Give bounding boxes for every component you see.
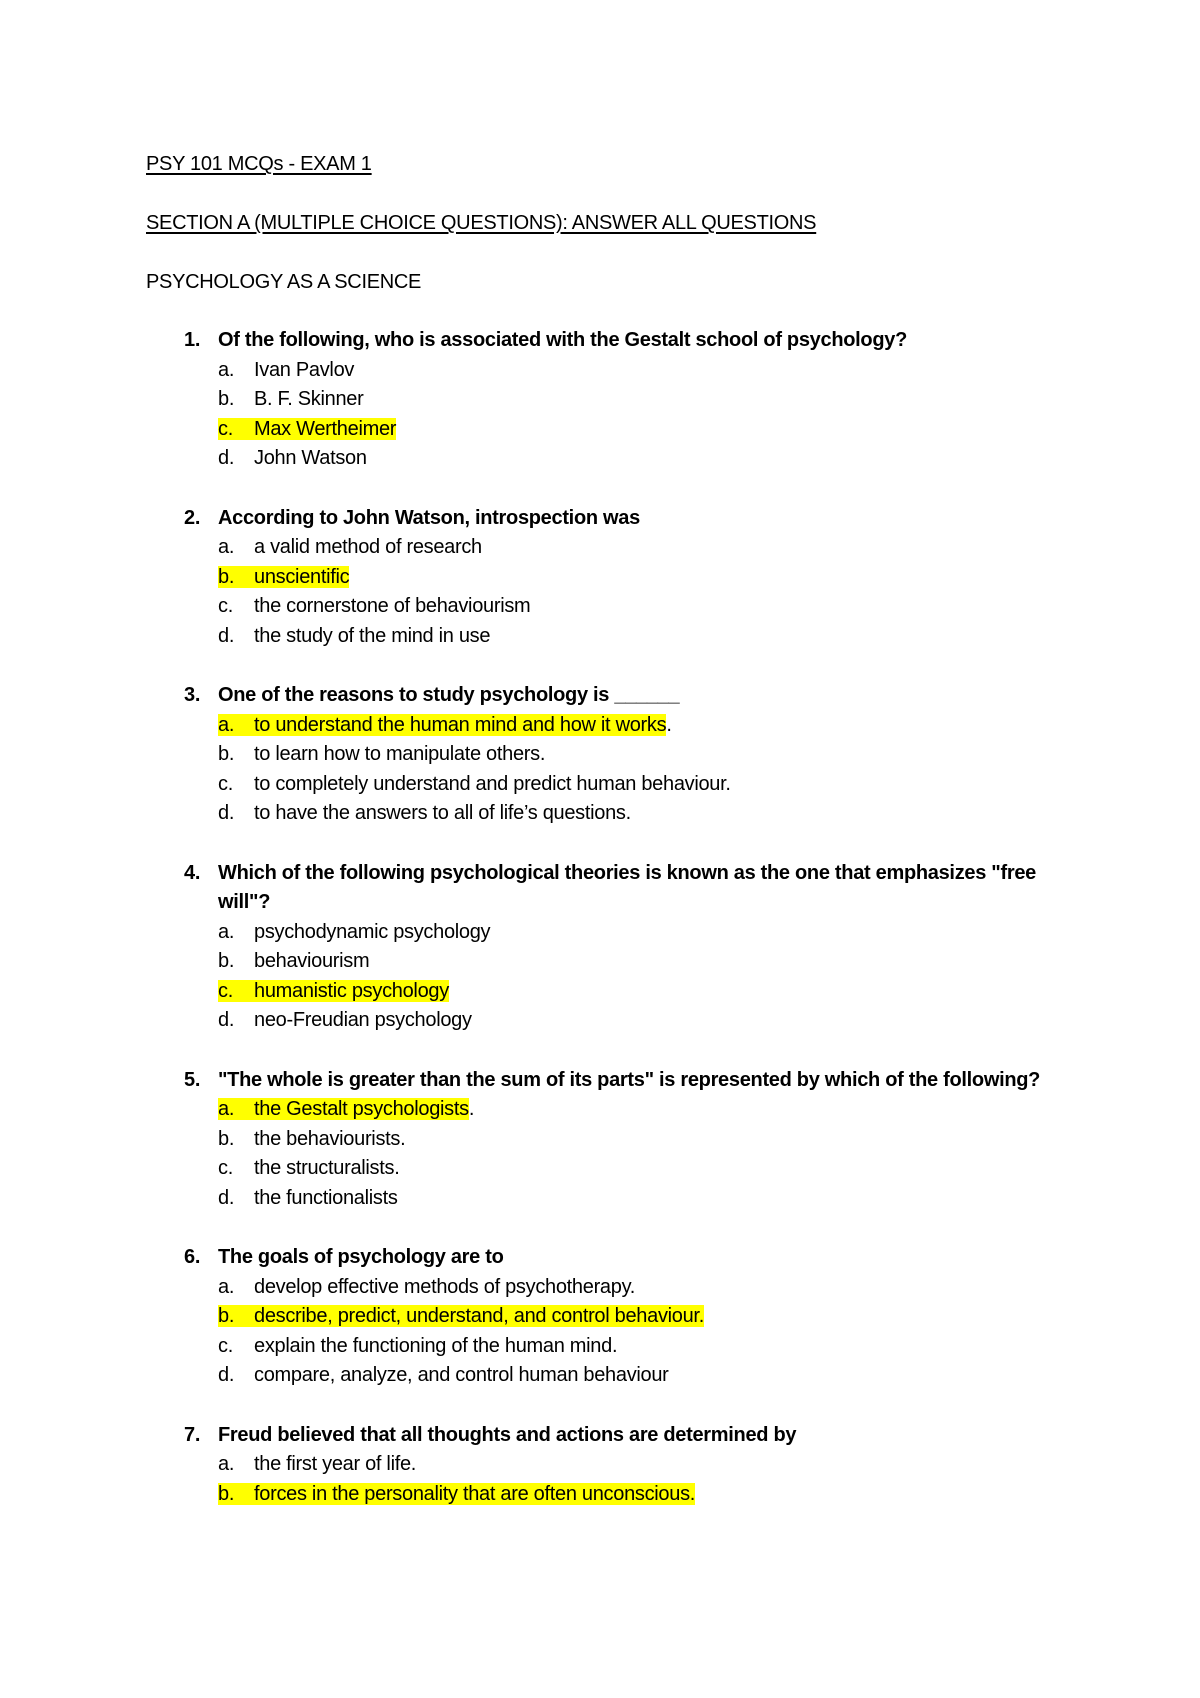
option-text: explain the functioning of the human mind. bbox=[254, 1334, 618, 1357]
option-letter: a. bbox=[218, 713, 235, 736]
answer-highlight bbox=[218, 980, 449, 1002]
option-letter: b. bbox=[218, 565, 235, 588]
answer-option bbox=[218, 622, 1100, 652]
answer-option bbox=[218, 947, 1100, 977]
question-text: "The whole is greater than the sum of its parts" is represented by which of the following? bbox=[218, 1068, 1041, 1091]
option-text: the cornerstone of behaviourism bbox=[254, 595, 531, 617]
option-text: compare, analyze, and control human behaviour bbox=[254, 1364, 669, 1386]
answer-option bbox=[218, 385, 1100, 415]
answer-option-correct bbox=[218, 711, 1100, 741]
option-text: John Watson bbox=[254, 447, 367, 469]
question-number: 5. bbox=[184, 1068, 201, 1091]
option-text: the functionalists bbox=[254, 1186, 398, 1209]
question-stem bbox=[146, 859, 1100, 918]
option-text: to understand the human mind and how it works bbox=[254, 713, 667, 736]
question-stem bbox=[146, 1066, 1100, 1096]
question-item bbox=[146, 504, 1100, 652]
answer-option bbox=[218, 592, 1100, 622]
option-body bbox=[218, 743, 545, 765]
option-letter: c. bbox=[218, 595, 233, 617]
option-trailing-punctuation: . bbox=[468, 1098, 475, 1120]
option-text: behaviourism bbox=[254, 950, 370, 972]
option-body bbox=[218, 773, 731, 795]
option-text: the structuralists. bbox=[254, 1157, 400, 1179]
option-body bbox=[218, 536, 482, 558]
option-body bbox=[218, 359, 354, 381]
option-text: forces in the personality that are often unconscious. bbox=[254, 1482, 696, 1505]
option-body bbox=[218, 1276, 635, 1298]
option-text: the study of the mind in use bbox=[254, 624, 491, 647]
option-body bbox=[218, 1453, 416, 1475]
option-letter: d. bbox=[218, 1009, 235, 1031]
option-body bbox=[218, 1187, 398, 1209]
question-text: Of the following, who is associated with the Gestalt school of psychology? bbox=[218, 329, 907, 351]
option-letter: b. bbox=[218, 1305, 235, 1327]
question-text: The goals of psychology are to bbox=[218, 1246, 504, 1268]
question-number: 4. bbox=[184, 861, 201, 884]
option-letter: b. bbox=[218, 388, 235, 410]
option-text: to completely understand and predict human behaviour. bbox=[254, 772, 731, 795]
answer-option bbox=[218, 799, 1100, 829]
option-text: Max Wertheimer bbox=[254, 417, 397, 440]
option-letter: b. bbox=[218, 743, 235, 765]
question-stem bbox=[146, 326, 1100, 356]
question-number: 1. bbox=[184, 329, 201, 351]
question-item bbox=[146, 326, 1100, 474]
option-text: Ivan Pavlov bbox=[254, 358, 355, 381]
question-text: According to John Watson, introspection was bbox=[218, 506, 640, 529]
answer-option bbox=[218, 740, 1100, 770]
question-number: 6. bbox=[184, 1246, 201, 1268]
question-text: Which of the following psychological theories is known as the one that emphasizes "free will"? bbox=[218, 861, 1036, 913]
answer-option bbox=[218, 770, 1100, 800]
option-text: describe, predict, understand, and control behaviour. bbox=[254, 1305, 704, 1327]
answer-option bbox=[218, 1006, 1100, 1036]
answer-option bbox=[218, 1184, 1100, 1214]
question-stem bbox=[146, 681, 1100, 711]
option-body bbox=[218, 447, 367, 469]
option-text: humanistic psychology bbox=[254, 979, 449, 1002]
answer-option bbox=[218, 1125, 1100, 1155]
answer-option-correct bbox=[218, 1480, 1100, 1510]
option-text: neo-Freudian psychology bbox=[254, 1009, 472, 1031]
question-number: 2. bbox=[184, 506, 201, 529]
option-letter: a. bbox=[218, 358, 235, 381]
option-letter: d. bbox=[218, 802, 235, 824]
answer-option-correct bbox=[218, 563, 1100, 593]
option-letter: b. bbox=[218, 1127, 235, 1150]
option-letter: c. bbox=[218, 772, 233, 795]
question-stem bbox=[146, 1243, 1100, 1273]
option-body bbox=[218, 1128, 405, 1150]
option-text: B. F. Skinner bbox=[254, 388, 364, 410]
option-list bbox=[146, 1095, 1100, 1213]
option-text: the Gestalt psychologists bbox=[254, 1098, 469, 1120]
option-list bbox=[146, 1450, 1100, 1509]
option-text: the first year of life. bbox=[254, 1453, 417, 1475]
question-text: Freud believed that all thoughts and actions are determined by bbox=[218, 1423, 797, 1446]
document-title: PSY 101 MCQs - EXAM 1 bbox=[146, 153, 372, 175]
question-item bbox=[146, 1421, 1100, 1510]
answer-highlight bbox=[218, 714, 666, 736]
question-item bbox=[146, 859, 1100, 1036]
answer-option bbox=[218, 356, 1100, 386]
question-stem bbox=[146, 1421, 1100, 1451]
option-letter: c. bbox=[218, 1334, 233, 1357]
answer-option bbox=[218, 918, 1100, 948]
question-item bbox=[146, 681, 1100, 829]
option-text: to learn how to manipulate others. bbox=[254, 743, 546, 765]
question-stem bbox=[146, 504, 1100, 534]
option-list bbox=[146, 533, 1100, 651]
question-list bbox=[146, 326, 1100, 1509]
option-body bbox=[218, 1157, 399, 1179]
answer-highlight bbox=[218, 418, 396, 440]
option-letter: a. bbox=[218, 1275, 235, 1298]
answer-option-correct bbox=[218, 1095, 1100, 1125]
option-body bbox=[218, 1335, 617, 1357]
answer-option bbox=[218, 1450, 1100, 1480]
question-number: 3. bbox=[184, 684, 201, 706]
option-list bbox=[146, 1273, 1100, 1391]
option-letter: c. bbox=[218, 979, 233, 1002]
option-body bbox=[218, 625, 490, 647]
option-body bbox=[218, 595, 530, 617]
option-body bbox=[218, 802, 631, 824]
topic-heading: PSYCHOLOGY AS A SCIENCE bbox=[146, 271, 422, 293]
option-letter: a. bbox=[218, 1453, 235, 1475]
option-list bbox=[146, 918, 1100, 1036]
option-list bbox=[146, 356, 1100, 474]
option-letter: c. bbox=[218, 1157, 233, 1179]
option-letter: a. bbox=[218, 536, 235, 558]
option-text: to have the answers to all of life’s questions. bbox=[254, 802, 631, 824]
answer-highlight bbox=[218, 566, 349, 588]
answer-option bbox=[218, 533, 1100, 563]
option-letter: c. bbox=[218, 417, 233, 440]
option-text: develop effective methods of psychotherapy. bbox=[254, 1275, 636, 1298]
question-number: 7. bbox=[184, 1423, 201, 1446]
option-letter: b. bbox=[218, 1482, 235, 1505]
answer-option bbox=[218, 444, 1100, 474]
option-text: a valid method of research bbox=[254, 536, 482, 558]
option-body bbox=[218, 950, 369, 972]
answer-option-correct bbox=[218, 415, 1100, 445]
option-text: psychodynamic psychology bbox=[254, 920, 491, 943]
option-letter: a. bbox=[218, 1098, 235, 1120]
option-letter: d. bbox=[218, 447, 235, 469]
option-letter: d. bbox=[218, 624, 235, 647]
answer-option bbox=[218, 1273, 1100, 1303]
answer-option-correct bbox=[218, 1302, 1100, 1332]
option-letter: b. bbox=[218, 950, 235, 972]
option-body bbox=[218, 388, 363, 410]
answer-option bbox=[218, 1154, 1100, 1184]
option-list bbox=[146, 711, 1100, 829]
option-letter: d. bbox=[218, 1364, 235, 1386]
option-letter: d. bbox=[218, 1186, 235, 1209]
answer-highlight bbox=[218, 1483, 695, 1505]
option-body bbox=[218, 1009, 472, 1031]
option-trailing-punctuation: . bbox=[666, 713, 672, 736]
question-item bbox=[146, 1066, 1100, 1214]
option-text: the behaviourists. bbox=[254, 1127, 406, 1150]
option-text: unscientific bbox=[254, 565, 350, 588]
option-letter: a. bbox=[218, 920, 235, 943]
question-item bbox=[146, 1243, 1100, 1391]
answer-highlight bbox=[218, 1305, 704, 1327]
answer-highlight bbox=[218, 1098, 469, 1120]
answer-option bbox=[218, 1332, 1100, 1362]
section-heading: SECTION A (MULTIPLE CHOICE QUESTIONS): ANSWER ALL QUESTIONS bbox=[146, 212, 817, 234]
answer-option bbox=[218, 1361, 1100, 1391]
option-body bbox=[218, 1364, 669, 1386]
option-body bbox=[218, 921, 490, 943]
answer-option-correct bbox=[218, 977, 1100, 1007]
question-text: One of the reasons to study psychology is ______ bbox=[218, 684, 680, 706]
